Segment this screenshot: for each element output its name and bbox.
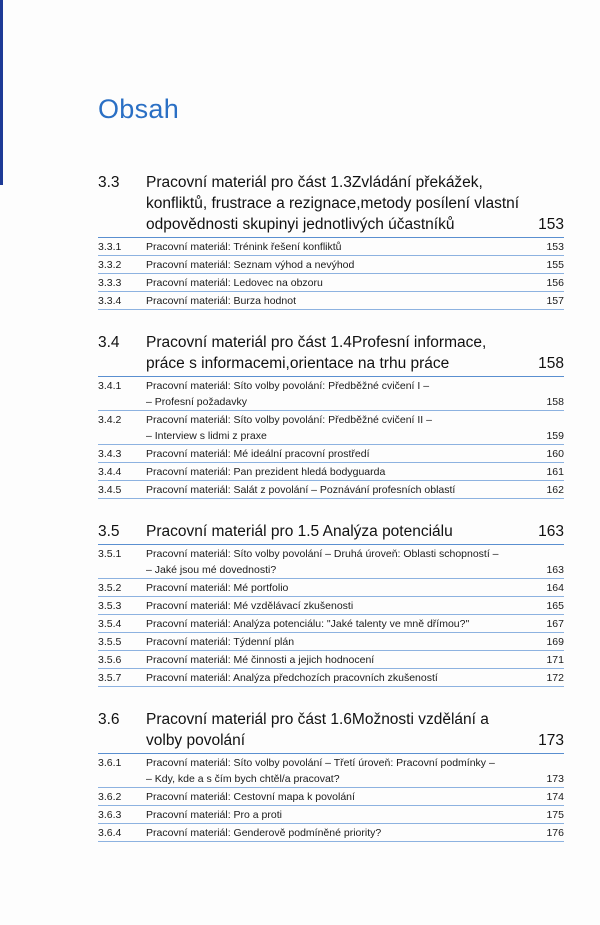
entry-number: 3.6.1 xyxy=(98,757,122,769)
entry-title xyxy=(146,598,524,614)
entry-number: 3.6.3 xyxy=(98,809,122,821)
toc-entry[interactable] xyxy=(98,274,564,292)
entry-title-line: Pracovní materiál: Síto volby povolání: Předběžné cvičení I – xyxy=(146,380,430,392)
entry-number: 3.4.4 xyxy=(98,466,122,478)
entry-page-number: 169 xyxy=(546,636,564,648)
entry-page-number: 162 xyxy=(546,484,564,496)
section-title-line: Pracovní materiál pro část 1.3 xyxy=(146,174,352,191)
section-title xyxy=(146,332,524,374)
entry-number: 3.6.4 xyxy=(98,827,122,839)
entry-page-number: 172 xyxy=(546,672,564,684)
entry-title-line: Pracovní materiál: Mé činnosti a jejich hodnocení xyxy=(146,654,375,666)
entry-title-line: Pracovní materiál: Mé ideální pracovní prostředí xyxy=(146,448,370,460)
entry-title-line: Pracovní materiál: Síto volby povolání – Druhá úroveň: Oblasti schopností – xyxy=(146,548,499,560)
entry-number: 3.5.3 xyxy=(98,600,122,612)
section-title-line: Možnosti vzdělání a volby povolání xyxy=(146,711,489,749)
entry-title xyxy=(146,652,524,668)
entry-title-line: Pracovní materiál: Mé vzdělávací zkušenosti xyxy=(146,600,354,612)
toc-section xyxy=(98,521,564,687)
entry-title xyxy=(146,789,524,805)
section-number: 3.6 xyxy=(98,711,120,728)
section-title-line: Pracovní materiál pro část 1.4 xyxy=(146,334,352,351)
entry-page-number: 159 xyxy=(546,430,564,442)
entry-page-number: 174 xyxy=(546,791,564,803)
entry-title-line: Pracovní materiál: Salát z povolání – Poznávání profesních oblastí xyxy=(146,484,456,496)
entry-title-line: – Interview s lidmi z praxe xyxy=(146,430,267,442)
toc-entry[interactable] xyxy=(98,411,564,445)
entry-title-line: Pracovní materiál: Seznam výhod a nevýhod xyxy=(146,259,355,271)
entry-page-number: 156 xyxy=(546,277,564,289)
section-title-line: Zvládání překážek, konfliktů, frustrace a rezignace, xyxy=(146,174,483,212)
toc-section xyxy=(98,332,564,499)
section-number: 3.5 xyxy=(98,523,120,540)
entry-title xyxy=(146,580,524,596)
section-title xyxy=(146,172,524,235)
table-of-contents xyxy=(98,172,564,842)
entry-number: 3.3.3 xyxy=(98,277,122,289)
section-title xyxy=(146,709,524,751)
entry-title-line: Pracovní materiál: Analýza potenciálu: "Jaké talenty ve mně dřímou?" xyxy=(146,618,470,630)
page-edge-strip xyxy=(0,0,3,185)
entry-title-line: – Kdy, kde a s čím bych chtěl/a pracovat? xyxy=(146,773,340,785)
entry-title xyxy=(146,807,524,823)
entry-title xyxy=(146,412,524,444)
entry-page-number: 153 xyxy=(546,241,564,253)
entry-title-line: Pracovní materiál: Týdenní plán xyxy=(146,636,295,648)
section-heading[interactable] xyxy=(98,172,564,238)
toc-entry[interactable] xyxy=(98,597,564,615)
toc-entry[interactable] xyxy=(98,669,564,687)
entry-title-line: Pracovní materiál: Trénink řešení konfliktů xyxy=(146,241,342,253)
entry-number: 3.5.5 xyxy=(98,636,122,648)
entry-page-number: 163 xyxy=(546,564,564,576)
entry-number: 3.6.2 xyxy=(98,791,122,803)
toc-entry[interactable] xyxy=(98,633,564,651)
entry-page-number: 157 xyxy=(546,295,564,307)
toc-entry[interactable] xyxy=(98,579,564,597)
entry-page-number: 173 xyxy=(546,773,564,785)
entry-title xyxy=(146,257,524,273)
entry-title xyxy=(146,275,524,291)
toc-entry[interactable] xyxy=(98,806,564,824)
entry-number: 3.4.5 xyxy=(98,484,122,496)
entry-title xyxy=(146,670,524,686)
entry-page-number: 167 xyxy=(546,618,564,630)
entry-title xyxy=(146,446,524,462)
toc-entry[interactable] xyxy=(98,238,564,256)
entry-title xyxy=(146,482,524,498)
entry-title-line: Pracovní materiál: Síto volby povolání – Třetí úroveň: Pracovní podmínky – xyxy=(146,757,495,769)
entry-number: 3.5.7 xyxy=(98,672,122,684)
toc-entry[interactable] xyxy=(98,824,564,842)
entry-page-number: 175 xyxy=(546,809,564,821)
entry-title xyxy=(146,239,524,255)
toc-entry[interactable] xyxy=(98,292,564,310)
entry-title-line: Pracovní materiál: Síto volby povolání: Předběžné cvičení II – xyxy=(146,414,432,426)
entry-page-number: 158 xyxy=(546,396,564,408)
section-title-line: Profesní informace, práce s informacemi, xyxy=(146,334,487,372)
toc-entry[interactable] xyxy=(98,256,564,274)
entry-title xyxy=(146,825,524,841)
entry-number: 3.5.1 xyxy=(98,548,122,560)
entry-number: 3.4.1 xyxy=(98,380,122,392)
entry-title-line: Pracovní materiál: Ledovec na obzoru xyxy=(146,277,323,289)
section-title-line: i jednotlivých účastníků xyxy=(295,216,455,233)
section-heading[interactable] xyxy=(98,521,564,545)
entry-page-number: 160 xyxy=(546,448,564,460)
entry-title-line: Pracovní materiál: Mé portfolio xyxy=(146,582,289,594)
toc-entry[interactable] xyxy=(98,651,564,669)
toc-entry[interactable] xyxy=(98,445,564,463)
entry-title xyxy=(146,755,524,787)
toc-section xyxy=(98,172,564,310)
section-title xyxy=(146,521,524,542)
toc-entry[interactable] xyxy=(98,615,564,633)
entry-page-number: 165 xyxy=(546,600,564,612)
entry-page-number: 176 xyxy=(546,827,564,839)
entry-title-line: Pracovní materiál: Analýza předchozích pracovních zkušeností xyxy=(146,672,438,684)
entry-title-line: – Profesní požadavky xyxy=(146,396,247,408)
entry-title xyxy=(146,634,524,650)
entry-page-number: 171 xyxy=(546,654,564,666)
section-spacer xyxy=(98,687,564,709)
section-page-number: 163 xyxy=(538,523,564,540)
section-title-line: orientace na trhu práce xyxy=(289,355,450,372)
entry-number: 3.4.3 xyxy=(98,448,122,460)
entry-number: 3.4.2 xyxy=(98,414,122,426)
entry-number: 3.5.6 xyxy=(98,654,122,666)
entry-title-line: Pracovní materiál: Burza hodnot xyxy=(146,295,296,307)
entry-number: 3.3.1 xyxy=(98,241,122,253)
entry-title xyxy=(146,616,524,632)
entry-number: 3.5.2 xyxy=(98,582,122,594)
toc-entry[interactable] xyxy=(98,788,564,806)
section-page-number: 153 xyxy=(538,216,564,233)
page-title: Obsah xyxy=(98,94,180,125)
toc-section xyxy=(98,709,564,842)
section-heading[interactable] xyxy=(98,709,564,754)
entry-number: 3.5.4 xyxy=(98,618,122,630)
section-page-number: 173 xyxy=(538,732,564,749)
entry-title xyxy=(146,378,524,410)
entry-number: 3.3.2 xyxy=(98,259,122,271)
section-title-line: Pracovní materiál pro 1.5 Analýza potenciálu xyxy=(146,523,453,540)
toc-entry[interactable] xyxy=(98,481,564,499)
toc-entry[interactable] xyxy=(98,463,564,481)
toc-entry[interactable] xyxy=(98,545,564,579)
entry-title-line: – Jaké jsou mé dovednosti? xyxy=(146,564,277,576)
entry-page-number: 161 xyxy=(546,466,564,478)
section-number: 3.4 xyxy=(98,334,120,351)
entry-title xyxy=(146,464,524,480)
entry-page-number: 155 xyxy=(546,259,564,271)
section-number: 3.3 xyxy=(98,174,120,191)
section-heading[interactable] xyxy=(98,332,564,377)
entry-title xyxy=(146,546,524,578)
section-spacer xyxy=(98,310,564,332)
entry-title-line: Pracovní materiál: Genderově podmíněné priority? xyxy=(146,827,382,839)
entry-title-line: Pracovní materiál: Pro a proti xyxy=(146,809,282,821)
toc-entry[interactable] xyxy=(98,377,564,411)
entry-page-number: 164 xyxy=(546,582,564,594)
section-title-line: Pracovní materiál pro část 1.6 xyxy=(146,711,352,728)
section-title-line: metody posílení vlastní odpovědnosti skupiny xyxy=(146,195,520,233)
section-spacer xyxy=(98,499,564,521)
section-page-number: 158 xyxy=(538,355,564,372)
entry-title-line: Pracovní materiál: Pan prezident hledá bodyguarda xyxy=(146,466,386,478)
entry-number: 3.3.4 xyxy=(98,295,122,307)
entry-title xyxy=(146,293,524,309)
entry-title-line: Pracovní materiál: Cestovní mapa k povolání xyxy=(146,791,355,803)
toc-entry[interactable] xyxy=(98,754,564,788)
